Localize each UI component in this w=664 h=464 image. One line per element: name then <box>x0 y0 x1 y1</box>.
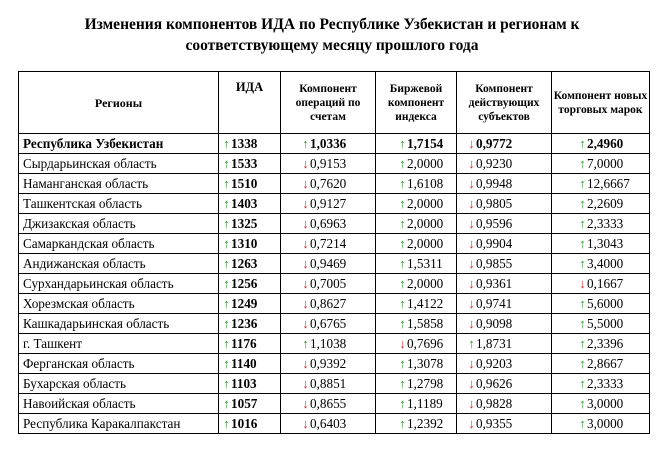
value-text: 1,2798 <box>407 375 444 391</box>
arrow-down-icon: ↓ <box>302 395 309 411</box>
new-marks-cell <box>552 134 650 154</box>
value-text: 0,9596 <box>476 215 513 231</box>
table-row <box>19 274 650 294</box>
arrow-up-icon: ↑ <box>223 135 230 151</box>
value-text: 0,7214 <box>310 235 347 251</box>
arrow-up-icon: ↑ <box>223 275 230 291</box>
arrow-up-icon: ↑ <box>223 355 230 371</box>
value-text: 0,9392 <box>310 355 347 371</box>
value-text: 5,6000 <box>587 295 624 311</box>
value-text: 0,9230 <box>476 155 513 171</box>
table-body <box>19 134 650 434</box>
new-marks-cell <box>552 334 650 354</box>
value-text: 1,5311 <box>407 255 443 271</box>
arrow-up-icon: ↑ <box>223 215 230 231</box>
arrow-down-icon: ↓ <box>302 255 309 271</box>
table-row <box>19 194 650 214</box>
value-text: 1103 <box>231 375 257 391</box>
arrow-up-icon: ↑ <box>468 335 475 351</box>
value-text: 2,2609 <box>587 195 624 211</box>
value-text: 1,6108 <box>407 175 444 191</box>
header-operations: Компонент операций по счетам <box>281 72 376 134</box>
arrow-up-icon: ↑ <box>223 195 230 211</box>
value-text: 0,8655 <box>310 395 347 411</box>
region-cell: Навоийская область <box>19 394 219 414</box>
value-text: 1249 <box>231 295 258 311</box>
value-text: 0,9355 <box>476 415 513 431</box>
arrow-up-icon: ↑ <box>399 415 406 431</box>
value-text: 1,0336 <box>310 135 347 151</box>
value-text: 1176 <box>231 335 257 351</box>
ida-cell <box>219 154 281 174</box>
new-marks-cell <box>552 354 650 374</box>
value-text: 1510 <box>231 175 258 191</box>
arrow-up-icon: ↑ <box>223 295 230 311</box>
region-cell: Сурхандарьинская область <box>19 274 219 294</box>
value-text: 0,6765 <box>310 315 347 331</box>
operations-cell <box>281 294 376 314</box>
value-text: 0,6403 <box>310 415 347 431</box>
table-row <box>19 254 650 274</box>
operations-cell <box>281 334 376 354</box>
arrow-down-icon: ↓ <box>302 275 309 291</box>
value-text: 1,7154 <box>407 135 444 151</box>
arrow-down-icon: ↓ <box>302 215 309 231</box>
new-marks-cell <box>552 234 650 254</box>
value-text: 0,9153 <box>310 155 347 171</box>
arrow-up-icon: ↑ <box>223 155 230 171</box>
arrow-down-icon: ↓ <box>302 315 309 331</box>
table-row <box>19 154 650 174</box>
arrow-up-icon: ↑ <box>399 355 406 371</box>
ida-cell <box>219 234 281 254</box>
arrow-down-icon: ↓ <box>468 315 475 331</box>
table-row <box>19 134 650 154</box>
value-text: 1140 <box>231 355 257 371</box>
arrow-down-icon: ↓ <box>302 175 309 191</box>
arrow-up-icon: ↑ <box>223 375 230 391</box>
value-text: 1,4122 <box>407 295 444 311</box>
arrow-down-icon: ↓ <box>579 275 586 291</box>
ida-cell <box>219 194 281 214</box>
value-text: 0,9203 <box>476 355 513 371</box>
ida-cell <box>219 294 281 314</box>
header-ida: ИДА <box>219 72 281 134</box>
active-subjects-cell <box>457 314 552 334</box>
operations-cell <box>281 214 376 234</box>
value-text: 1325 <box>231 215 258 231</box>
arrow-up-icon: ↑ <box>579 195 586 211</box>
value-text: 1263 <box>231 255 258 271</box>
arrow-up-icon: ↑ <box>399 295 406 311</box>
new-marks-cell <box>552 394 650 414</box>
arrow-up-icon: ↑ <box>399 135 406 151</box>
ida-cell <box>219 354 281 374</box>
region-cell: г. Ташкент <box>19 334 219 354</box>
new-marks-cell <box>552 214 650 234</box>
arrow-up-icon: ↑ <box>579 135 586 151</box>
value-text: 0,8627 <box>310 295 347 311</box>
arrow-down-icon: ↓ <box>468 255 475 271</box>
title-line-2: соответствующему месяцу прошлого года <box>185 37 479 54</box>
value-text: 1,8731 <box>476 335 513 351</box>
arrow-up-icon: ↑ <box>579 155 586 171</box>
arrow-up-icon: ↑ <box>579 415 586 431</box>
region-cell: Бухарская область <box>19 374 219 394</box>
arrow-up-icon: ↑ <box>223 175 230 191</box>
arrow-up-icon: ↑ <box>399 215 406 231</box>
arrow-down-icon: ↓ <box>468 195 475 211</box>
value-text: 3,0000 <box>587 415 624 431</box>
value-text: 12,6667 <box>587 175 630 191</box>
operations-cell <box>281 314 376 334</box>
value-text: 0,9828 <box>476 395 513 411</box>
arrow-up-icon: ↑ <box>223 395 230 411</box>
ida-cell <box>219 134 281 154</box>
value-text: 0,6963 <box>310 215 347 231</box>
ida-cell <box>219 214 281 234</box>
exchange-cell <box>376 154 457 174</box>
region-cell: Ташкентская область <box>19 194 219 214</box>
active-subjects-cell <box>457 414 552 434</box>
table-row <box>19 334 650 354</box>
value-text: 0,9741 <box>476 295 513 311</box>
value-text: 3,0000 <box>587 395 624 411</box>
new-marks-cell <box>552 194 650 214</box>
ida-components-table <box>18 71 650 434</box>
arrow-up-icon: ↑ <box>579 235 586 251</box>
region-cell: Республика Узбекистан <box>19 134 219 154</box>
value-text: 0,7696 <box>407 335 444 351</box>
exchange-cell <box>376 394 457 414</box>
value-text: 0,8851 <box>310 375 347 391</box>
arrow-down-icon: ↓ <box>468 415 475 431</box>
value-text: 1,3043 <box>587 235 624 251</box>
arrow-down-icon: ↓ <box>302 355 309 371</box>
value-text: 5,5000 <box>587 315 624 331</box>
value-text: 7,0000 <box>587 155 624 171</box>
table-row <box>19 294 650 314</box>
ida-cell <box>219 274 281 294</box>
table-row <box>19 174 650 194</box>
exchange-cell <box>376 194 457 214</box>
operations-cell <box>281 134 376 154</box>
arrow-down-icon: ↓ <box>468 395 475 411</box>
arrow-up-icon: ↑ <box>223 315 230 331</box>
region-cell: Кашкадарьинская область <box>19 314 219 334</box>
arrow-down-icon: ↓ <box>468 275 475 291</box>
value-text: 2,0000 <box>407 155 444 171</box>
operations-cell <box>281 154 376 174</box>
exchange-cell <box>376 254 457 274</box>
arrow-up-icon: ↑ <box>399 155 406 171</box>
exchange-cell <box>376 274 457 294</box>
active-subjects-cell <box>457 294 552 314</box>
arrow-down-icon: ↓ <box>468 375 475 391</box>
exchange-cell <box>376 374 457 394</box>
ida-cell <box>219 174 281 194</box>
operations-cell <box>281 394 376 414</box>
arrow-up-icon: ↑ <box>579 215 586 231</box>
operations-cell <box>281 174 376 194</box>
arrow-up-icon: ↑ <box>399 315 406 331</box>
arrow-up-icon: ↑ <box>579 355 586 371</box>
active-subjects-cell <box>457 194 552 214</box>
region-cell: Республика Каракалпакстан <box>19 414 219 434</box>
value-text: 3,4000 <box>587 255 624 271</box>
region-cell: Хорезмская область <box>19 294 219 314</box>
arrow-down-icon: ↓ <box>302 195 309 211</box>
new-marks-cell <box>552 174 650 194</box>
value-text: 0,9626 <box>476 375 513 391</box>
active-subjects-cell <box>457 374 552 394</box>
active-subjects-cell <box>457 254 552 274</box>
exchange-cell <box>376 334 457 354</box>
active-subjects-cell <box>457 214 552 234</box>
arrow-up-icon: ↑ <box>579 315 586 331</box>
header-exchange: Биржевой компонент индекса <box>376 72 457 134</box>
table-row <box>19 214 650 234</box>
arrow-down-icon: ↓ <box>302 155 309 171</box>
value-text: 0,9361 <box>476 275 513 291</box>
value-text: 0,9469 <box>310 255 347 271</box>
new-marks-cell <box>552 314 650 334</box>
operations-cell <box>281 194 376 214</box>
ida-cell <box>219 254 281 274</box>
arrow-up-icon: ↑ <box>579 375 586 391</box>
operations-cell <box>281 374 376 394</box>
arrow-up-icon: ↑ <box>399 395 406 411</box>
value-text: 0,9855 <box>476 255 513 271</box>
arrow-down-icon: ↓ <box>468 215 475 231</box>
new-marks-cell <box>552 254 650 274</box>
header-new-marks: Компонент новых торговых марок <box>552 72 650 134</box>
value-text: 1310 <box>231 235 258 251</box>
operations-cell <box>281 274 376 294</box>
arrow-up-icon: ↑ <box>399 275 406 291</box>
arrow-up-icon: ↑ <box>223 255 230 271</box>
arrow-up-icon: ↑ <box>579 395 586 411</box>
value-text: 0,1667 <box>587 275 624 291</box>
active-subjects-cell <box>457 394 552 414</box>
value-text: 1533 <box>231 155 258 171</box>
arrow-down-icon: ↓ <box>468 135 475 151</box>
arrow-down-icon: ↓ <box>302 235 309 251</box>
ida-cell <box>219 374 281 394</box>
header-region: Регионы <box>19 72 219 134</box>
value-text: 2,0000 <box>407 275 444 291</box>
region-cell: Джизакская область <box>19 214 219 234</box>
exchange-cell <box>376 234 457 254</box>
arrow-up-icon: ↑ <box>223 415 230 431</box>
value-text: 0,9948 <box>476 175 513 191</box>
arrow-up-icon: ↑ <box>223 235 230 251</box>
active-subjects-cell <box>457 234 552 254</box>
document-title <box>0 14 664 56</box>
new-marks-cell <box>552 274 650 294</box>
value-text: 1,1038 <box>310 335 347 351</box>
value-text: 1,1189 <box>407 395 443 411</box>
value-text: 1236 <box>231 315 258 331</box>
region-cell: Сырдарьинская область <box>19 154 219 174</box>
value-text: 0,9127 <box>310 195 347 211</box>
arrow-down-icon: ↓ <box>302 295 309 311</box>
table-row <box>19 414 650 434</box>
header-active-subjects: Компонент действующих субъектов <box>457 72 552 134</box>
arrow-down-icon: ↓ <box>302 415 309 431</box>
active-subjects-cell <box>457 154 552 174</box>
exchange-cell <box>376 314 457 334</box>
arrow-up-icon: ↑ <box>399 195 406 211</box>
arrow-up-icon: ↑ <box>399 175 406 191</box>
arrow-up-icon: ↑ <box>399 235 406 251</box>
value-text: 0,7620 <box>310 175 347 191</box>
region-cell: Наманганская область <box>19 174 219 194</box>
table-row <box>19 234 650 254</box>
arrow-up-icon: ↑ <box>399 375 406 391</box>
new-marks-cell <box>552 374 650 394</box>
region-cell: Андижанская область <box>19 254 219 274</box>
value-text: 1403 <box>231 195 258 211</box>
ida-cell <box>219 394 281 414</box>
arrow-down-icon: ↓ <box>468 175 475 191</box>
region-cell: Ферганская область <box>19 354 219 374</box>
arrow-up-icon: ↑ <box>223 335 230 351</box>
arrow-up-icon: ↑ <box>302 335 309 351</box>
table-row <box>19 354 650 374</box>
value-text: 1256 <box>231 275 258 291</box>
table-row <box>19 314 650 334</box>
table-header-row <box>19 72 650 134</box>
value-text: 1,5858 <box>407 315 444 331</box>
arrow-up-icon: ↑ <box>579 255 586 271</box>
exchange-cell <box>376 134 457 154</box>
title-line-1: Изменения компонентов ИДА по Республике Узбекистан и регионам к <box>84 16 580 33</box>
ida-cell <box>219 314 281 334</box>
arrow-down-icon: ↓ <box>302 375 309 391</box>
operations-cell <box>281 234 376 254</box>
value-text: 2,3396 <box>587 335 624 351</box>
new-marks-cell <box>552 294 650 314</box>
arrow-up-icon: ↑ <box>399 255 406 271</box>
value-text: 2,3333 <box>587 375 624 391</box>
arrow-down-icon: ↓ <box>468 295 475 311</box>
ida-cell <box>219 414 281 434</box>
value-text: 1016 <box>231 415 258 431</box>
value-text: 1057 <box>231 395 258 411</box>
arrow-down-icon: ↓ <box>399 335 406 351</box>
value-text: 0,9098 <box>476 315 513 331</box>
exchange-cell <box>376 214 457 234</box>
value-text: 0,9772 <box>476 135 513 151</box>
ida-cell <box>219 334 281 354</box>
arrow-up-icon: ↑ <box>579 295 586 311</box>
exchange-cell <box>376 294 457 314</box>
new-marks-cell <box>552 414 650 434</box>
operations-cell <box>281 254 376 274</box>
active-subjects-cell <box>457 174 552 194</box>
new-marks-cell <box>552 154 650 174</box>
exchange-cell <box>376 414 457 434</box>
arrow-down-icon: ↓ <box>468 235 475 251</box>
active-subjects-cell <box>457 334 552 354</box>
value-text: 1338 <box>231 135 258 151</box>
value-text: 0,7005 <box>310 275 347 291</box>
value-text: 1,3078 <box>407 355 444 371</box>
table-row <box>19 394 650 414</box>
active-subjects-cell <box>457 274 552 294</box>
region-cell: Самаркандская область <box>19 234 219 254</box>
active-subjects-cell <box>457 354 552 374</box>
table-row <box>19 374 650 394</box>
operations-cell <box>281 354 376 374</box>
value-text: 0,9805 <box>476 195 513 211</box>
value-text: 2,0000 <box>407 195 444 211</box>
value-text: 2,3333 <box>587 215 624 231</box>
value-text: 2,8667 <box>587 355 624 371</box>
active-subjects-cell <box>457 134 552 154</box>
value-text: 0,9904 <box>476 235 513 251</box>
arrow-down-icon: ↓ <box>468 355 475 371</box>
arrow-up-icon: ↑ <box>302 135 309 151</box>
arrow-up-icon: ↑ <box>579 335 586 351</box>
operations-cell <box>281 414 376 434</box>
exchange-cell <box>376 354 457 374</box>
value-text: 2,4960 <box>587 135 624 151</box>
arrow-down-icon: ↓ <box>468 155 475 171</box>
value-text: 2,0000 <box>407 215 444 231</box>
arrow-up-icon: ↑ <box>579 175 586 191</box>
exchange-cell <box>376 174 457 194</box>
value-text: 2,0000 <box>407 235 444 251</box>
value-text: 1,2392 <box>407 415 444 431</box>
